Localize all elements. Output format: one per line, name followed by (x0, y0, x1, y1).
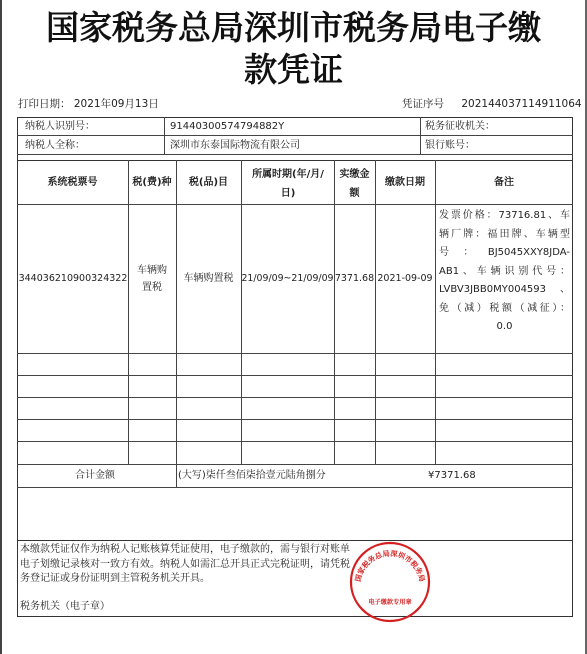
rule (176, 160, 177, 464)
rule (375, 160, 376, 464)
taxpayer-name-label: 纳税人全称： (25, 140, 85, 151)
remark-line: AB1、车辆识别代号： (439, 265, 570, 277)
taxpayer-id-value: 91440300574794882Y (170, 121, 285, 132)
rule (17, 135, 573, 136)
cell-ticket-no: 344036210900324322 (18, 273, 128, 284)
total-label: 合计金额 (75, 470, 115, 481)
header-payment-date: 缴款日期 (385, 177, 425, 188)
rule (17, 419, 573, 420)
serial-value: 202144037114911064 (461, 98, 582, 110)
print-date (18, 96, 159, 111)
rule (435, 160, 436, 464)
remark-line: 0.0 (496, 321, 513, 332)
header-period: 所属时期(年/月/日) (252, 169, 324, 199)
header-tax-item: 税(品)目 (188, 177, 229, 188)
tax-authority-label: 税务征收机关： (425, 121, 495, 132)
rule (334, 160, 335, 464)
cell-payment-date: 2021-09-09 (377, 273, 433, 284)
seal-arc-text: 国家税务总局深圳市税务局 (353, 548, 427, 583)
remark-line: 发票价格：73716.81、车 (439, 210, 570, 221)
rule (17, 540, 573, 541)
header-amount: 实缴金额 (339, 169, 370, 199)
header-tax-type: 税(费)种 (132, 177, 172, 188)
rule (17, 464, 573, 465)
title-line-2: 款凭证 (244, 50, 343, 89)
bank-account-label: 银行账号： (425, 140, 475, 151)
rule (420, 117, 421, 154)
title-line-1: 国家税务总局深圳市税务局电子缴 (46, 8, 541, 47)
total-amount: ¥7371.68 (428, 470, 476, 481)
left-edge (0, 0, 2, 654)
rule (17, 204, 573, 205)
cell-tax-item: 车辆购置税 (183, 273, 234, 284)
taxpayer-id-label: 纳税人识别号： (25, 121, 95, 132)
remark-line: LVBV3JBB0MY004593、 (439, 284, 570, 295)
cell-period: 21/09/09~21/09/09 (241, 273, 334, 284)
rule (128, 160, 129, 464)
rule (17, 375, 573, 376)
rule (164, 117, 165, 154)
rule (17, 397, 573, 398)
rule (17, 160, 573, 161)
header-remark: 备注 (494, 177, 514, 188)
rule (17, 441, 573, 442)
rule (17, 487, 573, 488)
seal-ring (351, 543, 429, 621)
remark-line: 号：BJ5045XXY8JDA- (439, 247, 570, 258)
rule (176, 464, 177, 487)
header-ticket-no: 系统税票号 (47, 177, 98, 188)
print-date-label: 打印日期： (18, 98, 71, 110)
usage-notice: 本缴款凭证仅作为纳税人记账核算凭证使用，电子缴款的，需与银行对账单电子划缴记录核对一致方有效。纳税人如需汇总开具正式完税证明，请凭税务登记证或身份证明到主管税务机关开具。 (20, 544, 350, 584)
remark-line: 辆厂牌：福田牌、车辆型 (439, 228, 570, 240)
cell-tax-type: 车辆购置税 (137, 265, 167, 293)
total-in-words: (大写)柒仟叁佰柒拾壹元陆角捌分 (178, 470, 326, 481)
serial-label: 凭证序号 (402, 98, 444, 110)
print-date-value: 2021年09月13日 (73, 98, 159, 110)
rule (17, 353, 573, 354)
serial-number (402, 96, 582, 111)
seal-sub-text: 电子缴款专用章 (368, 599, 412, 606)
cell-amount: 7371.68 (334, 273, 375, 284)
authority-footer: 税务机关（电子章） (20, 601, 110, 612)
official-seal-icon (348, 540, 432, 624)
taxpayer-name-value: 深圳市东泰国际物流有限公司 (170, 140, 300, 151)
rule (241, 160, 242, 464)
remark-line: 免（减）税额（减征）： (439, 302, 570, 314)
rule (17, 154, 573, 155)
